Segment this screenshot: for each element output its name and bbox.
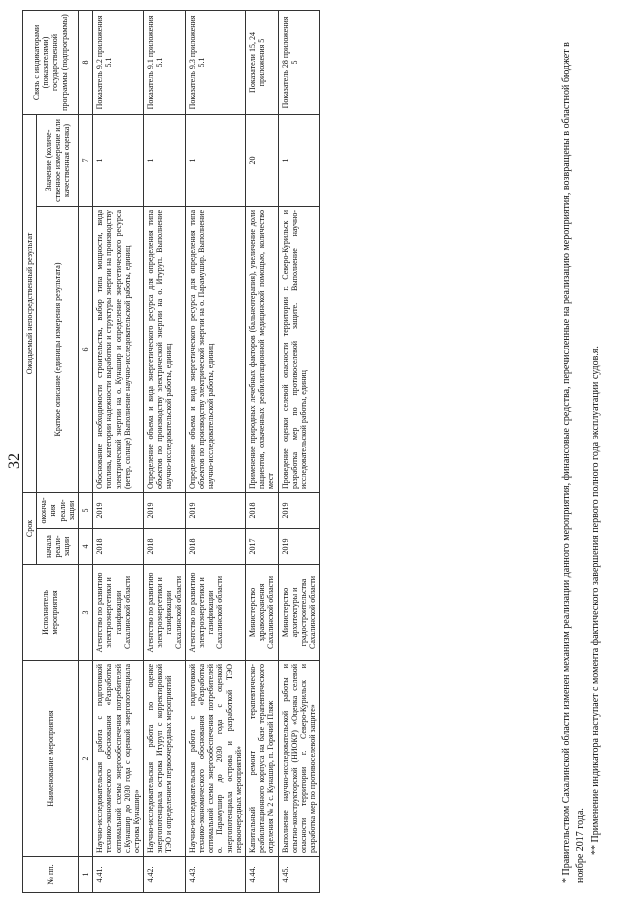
header-name: Наименование мероприятия: [23, 661, 79, 857]
column-number: 6: [78, 206, 92, 492]
table-row: [245, 10, 278, 892]
header-result-value: Значение (количе-ственное измерение или качественная оценка): [37, 114, 79, 206]
header-term: Срок: [23, 492, 37, 564]
row-number: 4.41.: [93, 857, 144, 893]
row-value: 20: [245, 114, 278, 206]
row-link: Показатель 9.2 приложения 5.1: [93, 10, 144, 114]
row-end: 2019: [185, 492, 245, 528]
measures-table: [22, 10, 320, 893]
table-row: [93, 10, 144, 892]
row-start: 2018: [93, 529, 144, 565]
row-number: 4.42.: [144, 857, 186, 893]
column-number: 1: [78, 857, 92, 893]
column-number: 7: [78, 114, 92, 206]
row-end: 2019: [278, 492, 320, 528]
column-number: 3: [78, 565, 92, 661]
row-name: Научно-исследовательская работа по оценке энергопотенциала острова Итуруп с корректировкой ТЭО и определением первоочередных мероприятий: [144, 661, 186, 857]
row-name: Научно-исследовательская работа с подготовкой технико-экономического обоснования «Разработка оптимальной схемы энергообеспечения потребителей с.Кунашир до 2030 года с оценкой энергопотенциала острова Кунашир»: [93, 661, 144, 857]
row-name: Капитальный ремонт терапевтическо-реабилитационного корпуса на базе терапевтического отделения № 2 с. Кунашир, п. Горячий Пляж: [245, 661, 278, 857]
row-description: Определение объема и вида энергетического ресурса для определения типа объектов по производству электрической энергии на о. Итуруп. Выполнение научно-исследовательской работы, единиц: [144, 206, 186, 492]
row-end: 2019: [144, 492, 186, 528]
header-row-1: [23, 10, 37, 892]
row-number: 4.45.: [278, 857, 320, 893]
row-value: 1: [144, 114, 186, 206]
row-executor: Агентство по развитию электроэнергетики и газификации Сахалинской области: [144, 565, 186, 661]
header-term-start: начала реали-зации: [37, 529, 79, 565]
header-link: Связь с индикаторами (показателями) государственной программы (подпрограммы): [23, 10, 79, 114]
column-number: 5: [78, 492, 92, 528]
row-executor: Агентство по развитию электроэнергетики и газификации Сахалинской области: [185, 565, 245, 661]
column-number-row: [78, 10, 92, 892]
row-end: 2018: [245, 492, 278, 528]
row-link: Показатели 15, 24 приложения 5: [245, 10, 278, 114]
row-description: Применение природных лечебных факторов (бальнеотерапия), увеличение доли пациентов, охваченных реабилитационной медицинской помощью, количество мест: [245, 206, 278, 492]
page-number: 32: [6, 453, 23, 469]
row-end: 2019: [93, 492, 144, 528]
row-link: Показатель 9.3 приложения 5.1: [185, 10, 245, 114]
column-number: 4: [78, 529, 92, 565]
footnotes: [560, 23, 605, 883]
row-description: Определение объема и вида энергетического ресурса для определения типа объектов по производству электрической энергии на о. Парамушир. Выполнение научно-исследовательской работы, единиц: [185, 206, 245, 492]
row-number: 4.44.: [245, 857, 278, 893]
row-value: 1: [185, 114, 245, 206]
footnote: * Правительством Сахалинской области изменен механизм реализации данного мероприятия, финансовые средства, перечисленные на реализацию мероприятия, возвращены в областной бюджет в ноябре 2017 года.: [561, 42, 586, 883]
row-description: Обоснование необходимости строительства, выбор типа мощности, вида топлива, категории надежности выработки и структуры энергии на производству электрической энергии на о. Кунашир и определение энергетического ресурса (ветер, солнце) Выполнение научно-исследовательской работы, единиц: [93, 206, 144, 492]
row-executor: Министерство архитектуры и градостроительства Сахалинской области: [278, 565, 320, 661]
header-num: № пп.: [23, 857, 79, 893]
header-result-desc: Краткое описание (единицы измерения результата): [37, 206, 79, 492]
row-number: 4.43.: [185, 857, 245, 893]
row-start: 2018: [144, 529, 186, 565]
table-row: [185, 10, 245, 892]
row-start: 2018: [185, 529, 245, 565]
header-result: Ожидаемый непосредственный результат: [23, 114, 37, 492]
table-row: [144, 10, 186, 892]
column-number: 2: [78, 661, 92, 857]
row-name: Научно-исследовательская работа с подготовкой технико-экономического обоснования «Разработка оптимальной схемы энергообеспечения потребителей о. Парамушир до 2030 года с оценкой энергопотенциала острова и разработкой ТЭО первоочередных мероприятий»: [185, 661, 245, 857]
row-executor: Агентство по развитию электроэнергетики и газификации Сахалинской области: [93, 565, 144, 661]
row-link: Показатель 9.1 приложения 5.1: [144, 10, 186, 114]
row-description: Проведение оценки селевой опасности территории г. Северо-Курильск и разработка мер по противоселевой защите. Выполнение научно-исследовательской работы, единиц: [278, 206, 320, 492]
row-link: Показатель 28 приложения 5: [278, 10, 320, 114]
footnote: ** Применение индикатора наступает с момента фактического завершения первого полного года эксплуатации судов.я.: [590, 346, 601, 855]
header-term-end: оконча-ния реали-зации: [37, 492, 79, 528]
row-start: 2017: [245, 529, 278, 565]
row-start: 2019: [278, 529, 320, 565]
table-row: [278, 10, 320, 892]
row-value: 1: [93, 114, 144, 206]
row-value: 1: [278, 114, 320, 206]
column-number: 8: [78, 10, 92, 114]
row-name: Выполнение научно-исследовательской работы и опытно-конструкторской (НИОКР) «Оценка селевой опасности территории г. Северо-Курильск и разработка мер по противоселевой защите»: [278, 661, 320, 857]
header-executor: Исполнитель мероприятия: [23, 565, 79, 661]
row-executor: Министерство здравоохранения Сахалинской области: [245, 565, 278, 661]
